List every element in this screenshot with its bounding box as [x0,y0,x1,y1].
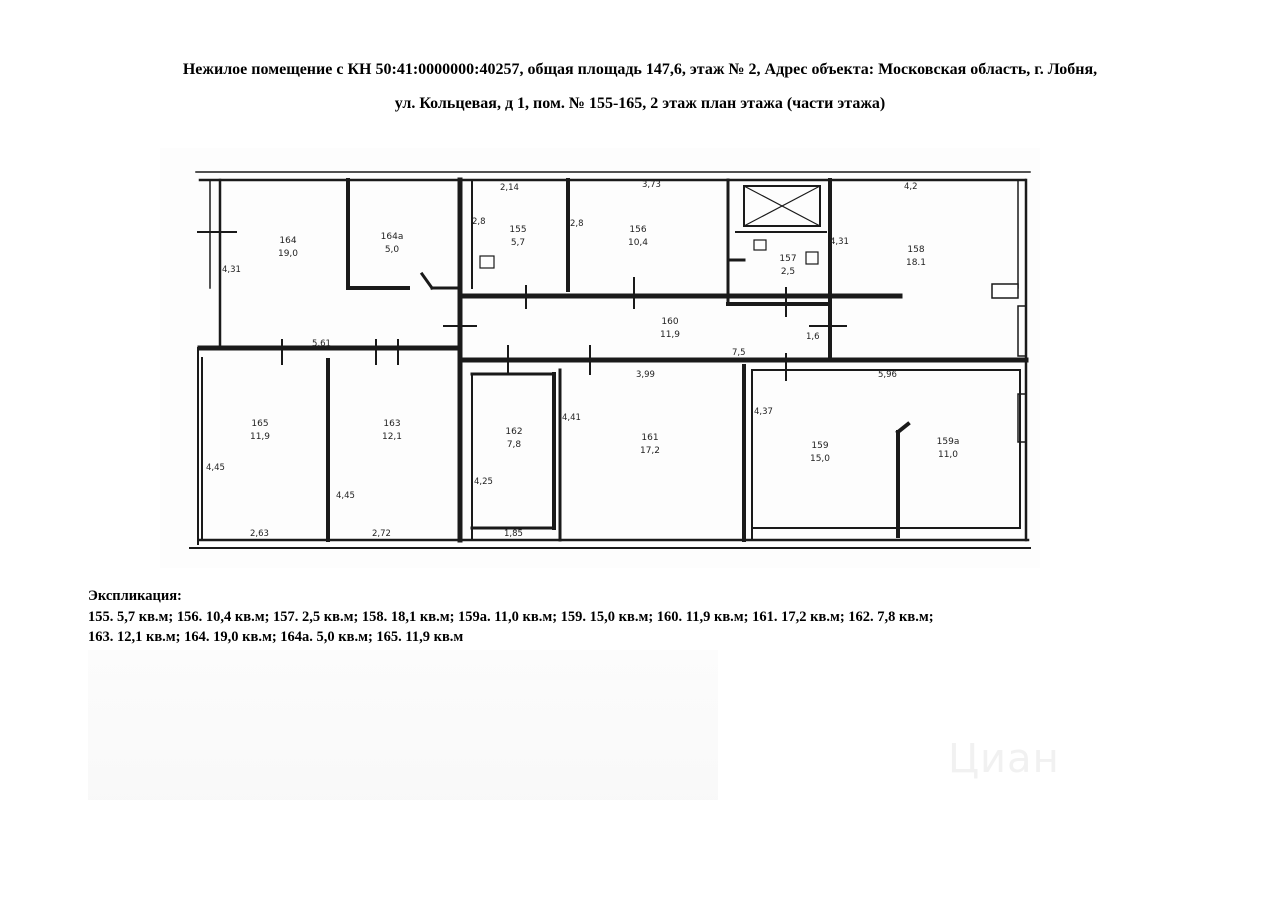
room-156-area: 10,4 [627,238,649,248]
column-158 [992,284,1018,298]
dim-164-left: 4,31 [222,265,241,275]
explication-heading: Экспликация: [88,588,182,604]
dim-159-top: 5,96 [878,370,897,380]
dim-156-left: 2,8 [570,219,584,229]
room-164-area: 19,0 [277,249,299,259]
dim-155-top: 2,14 [500,183,519,193]
explication-line-2: 163. 12,1 кв.м; 164. 19,0 кв.м; 164а. 5,0 кв.м; 165. 11,9 кв.м [88,629,464,645]
room-165-number: 165 [251,419,269,429]
dim-162-bottom: 1,85 [504,529,523,539]
document-title-line-2: ул. Кольцевая, д 1, пом. № 155-165, 2 этаж план этажа (части этажа) [394,95,886,112]
dim-165-bottom: 2,63 [250,529,269,539]
room-164a-number: 164а [380,232,404,242]
dim-160-right: 1,6 [806,332,820,342]
dim-162-left: 4,25 [474,477,493,487]
room-160-number: 160 [661,317,679,327]
dim-161-left: 4,41 [562,413,581,423]
dim-158-left: 4,31 [830,237,849,247]
dim-158-top: 4,2 [904,182,918,192]
room-159-area: 15,0 [809,454,831,464]
faded-scan-area [88,650,718,800]
floor-plan [160,148,1040,568]
room-158-area: 18.1 [905,258,927,268]
room-159a-number: 159а [936,437,960,447]
room-157-number: 157 [779,254,797,264]
dim-155-left: 2,8 [472,217,486,227]
room-158-number: 158 [907,245,925,255]
room-162-area: 7,8 [506,440,522,450]
room-156-number: 156 [629,225,647,235]
watermark-logo: Циан [948,736,1060,782]
dim-160-bottom: 7,5 [732,348,746,358]
room-159-number: 159 [811,441,829,451]
room-157-area: 2,5 [780,267,796,277]
room-160-area: 11,9 [659,330,681,340]
dim-164-bottom: 5,61 [312,339,331,349]
room-155-area: 5,7 [510,238,526,248]
room-165-area: 11,9 [249,432,271,442]
room-164-number: 164 [279,236,297,246]
room-164a-area: 5,0 [384,245,400,255]
room-162-number: 162 [505,427,523,437]
dim-159-left: 4,37 [754,407,773,417]
room-163-number: 163 [383,419,401,429]
dim-163-bottom: 2,72 [372,529,391,539]
dim-156-top: 3,73 [642,180,661,190]
room-163-area: 12,1 [381,432,403,442]
room-155-number: 155 [509,225,527,235]
explication-line-1: 155. 5,7 кв.м; 156. 10,4 кв.м; 157. 2,5 кв.м; 158. 18,1 кв.м; 159а. 11,0 кв.м; 159. 15,0 кв.м; 160. 11,9 кв.м; 161. 17,2 кв.м; 162. 7,8 кв.м; [88,609,934,625]
room-161-number: 161 [641,433,659,443]
document-title-line-1: Нежилое помещение с КН 50:41:0000000:40257, общая площадь 147,6, этаж № 2, Адрес объекта: Московская область, г. Лобня, [182,61,1098,78]
dim-163-left: 4,45 [336,491,355,501]
dim-161-top: 3,99 [636,370,655,380]
dim-165-left: 4,45 [206,463,225,473]
room-159a-area: 11,0 [937,450,959,460]
room-161-area: 17,2 [639,446,661,456]
